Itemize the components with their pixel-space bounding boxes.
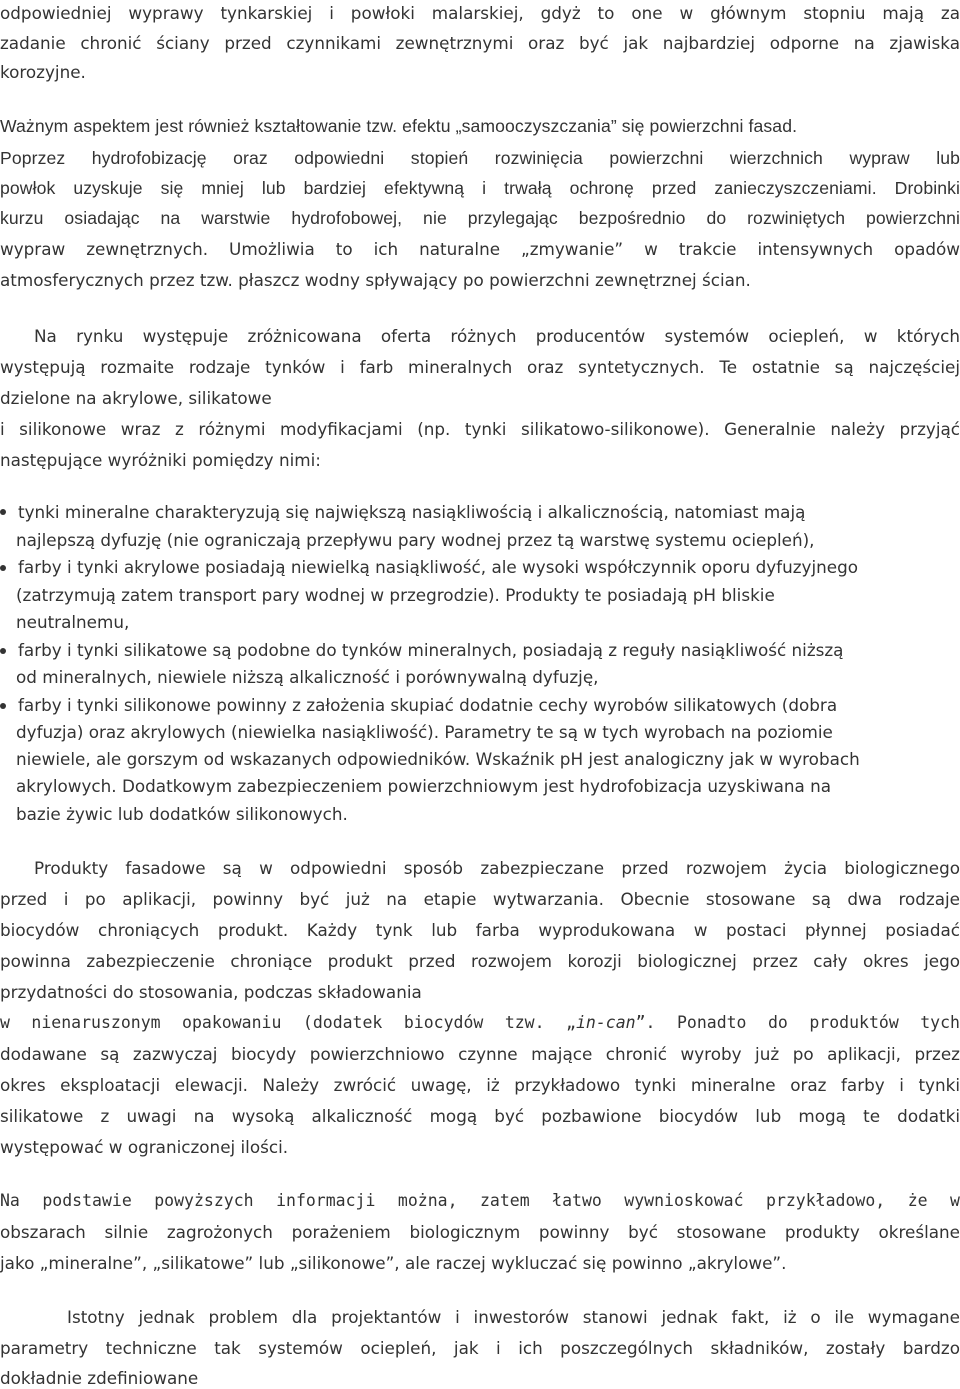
paragraph-6-line: dokładnie zdefiniowane: [0, 1368, 199, 1388]
paragraph-4-line: przed i po aplikacji, powinny być już na etapie wytwarzania. Obecnie stosowane są dwa rodzaje: [0, 889, 960, 909]
paragraph-3-line: i silikonowe wraz z różnymi modyfikacjami (np. tynki silikatowo-silikonowe). Generalnie należy przyjąć: [0, 419, 960, 439]
paragraph-5-line: Na podstawie powyższych informacji można, zatem łatwo wywnioskować przykładowo, że w: [0, 1191, 960, 1210]
paragraph-3-line: występują rozmaite rodzaje tynków i farb mineralnych oraz syntetycznych. Te ostatnie są najczęściej: [0, 357, 960, 377]
paragraph-4-line: występować w ograniczonej ilości.: [0, 1137, 289, 1157]
list-item-line: farby i tynki silikonowe powinny z założenia skupiać dodatnie cechy wyrobów silikatowych (dobra: [18, 695, 838, 715]
list-item-line: niewiele, ale gorszym od wskazanych odpowiedników. Wskaźnik pH jest analogiczny jak w wyrobach: [16, 749, 860, 769]
paragraph-5-line: obszarach silnie zagrożonych porażeniem biologicznym powinny być stosowane produkty określane: [0, 1222, 960, 1242]
paragraph-4-line: powinna zabezpieczenie chroniące produkt przed rozwojem korozji biologicznej przez cały okres jego: [0, 951, 960, 971]
paragraph-4-line: Produkty fasadowe są w odpowiedni sposób zabezpieczane przed rozwojem życia biologicznego: [34, 858, 960, 878]
paragraph-4-line: dodawane są zazwyczaj biocydy powierzchniowo czynne mające chronić wyroby już po aplikacji, przez: [0, 1044, 960, 1064]
list-item-line: farby i tynki akrylowe posiadają niewielką nasiąkliwość, ale wysoki współczynnik oporu dyfuzyjnego: [18, 557, 859, 577]
list-item-line: bazie żywic lub dodatków silikonowych.: [16, 804, 348, 824]
paragraph-5-line: jako „mineralne”, „silikatowe” lub „silikonowe”, ale raczej wykluczać się powinno „akrylowe”.: [0, 1253, 787, 1273]
paragraph-6-line: Istotny jednak problem dla projektantów i inwestorów stanowi jednak fakt, iż o ile wymagane: [67, 1307, 960, 1327]
paragraph-2-line: powłok uzyskuje się mniej lub bardziej efektywną i trwałą ochronę przed zanieczyszczeniami. Drobinki: [0, 178, 960, 198]
bullet-dot: [0, 703, 6, 709]
list-item-line: (zatrzymują zatem transport pary wodnej w przegrodzie). Produkty te posiadają pH bliskie: [16, 585, 775, 605]
paragraph-4-line: biocydów chroniących produkt. Każdy tynk lub farba wyprodukowana w postaci płynnej posiadać: [0, 920, 960, 940]
paragraph-1-line: zadanie chronić ściany przed czynnikami zewnętrznymi oraz być jak najbardziej odporne na zjawiska: [0, 33, 960, 53]
list-item-line: najlepszą dyfuzję (nie ograniczają przepływu pary wodnej przez tą warstwę systemu ociepleń),: [16, 530, 815, 550]
paragraph-1-line: korozyjne.: [0, 62, 86, 82]
paragraph-6-line: parametry techniczne tak systemów ociepleń, jak i ich poszczególnych składników, zostały bardzo: [0, 1338, 960, 1358]
paragraph-1-line: odpowiedniej wyprawy tynkarskiej i powłoki malarskiej, gdyż to one w głównym stopniu mają za: [0, 3, 960, 23]
list-item-line: od mineralnych, niewiele niższą alkaliczność i porównywalną dyfuzję,: [16, 667, 599, 687]
in-can-term: in-can: [575, 1013, 636, 1032]
paragraph-3-line: następujące wyróżniki pomiędzy nimi:: [0, 450, 321, 470]
paragraph-2-line: wypraw zewnętrznych. Umożliwia to ich naturalne „zmywanie” w trakcie intensywnych opadów: [0, 239, 960, 259]
paragraph-3-line: Na rynku występuje zróżnicowana oferta różnych producentów systemów ociepleń, w których: [34, 326, 960, 346]
list-item-line: tynki mineralne charakteryzują się największą nasiąkliwością i alkalicznością, natomiast mają: [18, 502, 806, 522]
paragraph-3-line: dzielone na akrylowe, silikatowe: [0, 388, 272, 408]
paragraph-4-line: silikatowe z uwagi na wysoką alkaliczność mogą być pozbawione biocydów lub mogą te dodatki: [0, 1106, 960, 1126]
paragraph-2-line: Ważnym aspektem jest również kształtowanie tzw. efektu „samooczyszczania” się powierzchni fasad.: [0, 116, 798, 136]
list-item-line: neutralnemu,: [16, 612, 130, 632]
paragraph-2-line: Poprzez hydrofobizację oraz odpowiedni stopień rozwinięcia powierzchni wierzchnich wypraw lub: [0, 148, 960, 168]
paragraph-2-line: kurzu osiadając na warstwie hydrofobowej, nie przylegając bezpośrednio do rozwiniętych powierzchni: [0, 208, 960, 228]
paragraph-4-line: w nienaruszonym opakowaniu (dodatek biocydów tzw. „in-can”. Ponadto do produktów tych: [0, 1013, 960, 1032]
list-item-line: akrylowych. Dodatkowym zabezpieczeniem powierzchniowym jest hydrofobizacja uzyskiwana na: [16, 776, 832, 796]
list-item-line: dyfuzja) oraz akrylowych (niewielka nasiąkliwość). Parametry te są w tych wyrobach na poziomie: [16, 722, 833, 742]
paragraph-4-line: okres eksploatacji elewacji. Należy zwrócić uwagę, iż przykładowo tynki mineralne oraz farby i tynki: [0, 1075, 960, 1095]
bullet-dot: [0, 648, 6, 654]
bullet-dot: [0, 565, 6, 571]
paragraph-4-line: przydatności do stosowania, podczas składowania: [0, 982, 422, 1002]
list-item-line: farby i tynki silikatowe są podobne do tynków mineralnych, posiadają z reguły nasiąkliwość niższą: [18, 640, 844, 660]
paragraph-2-line: atmosferycznych przez tzw. płaszcz wodny spływający po powierzchni zewnętrznej ścian.: [0, 270, 751, 290]
bullet-dot: [0, 509, 6, 515]
